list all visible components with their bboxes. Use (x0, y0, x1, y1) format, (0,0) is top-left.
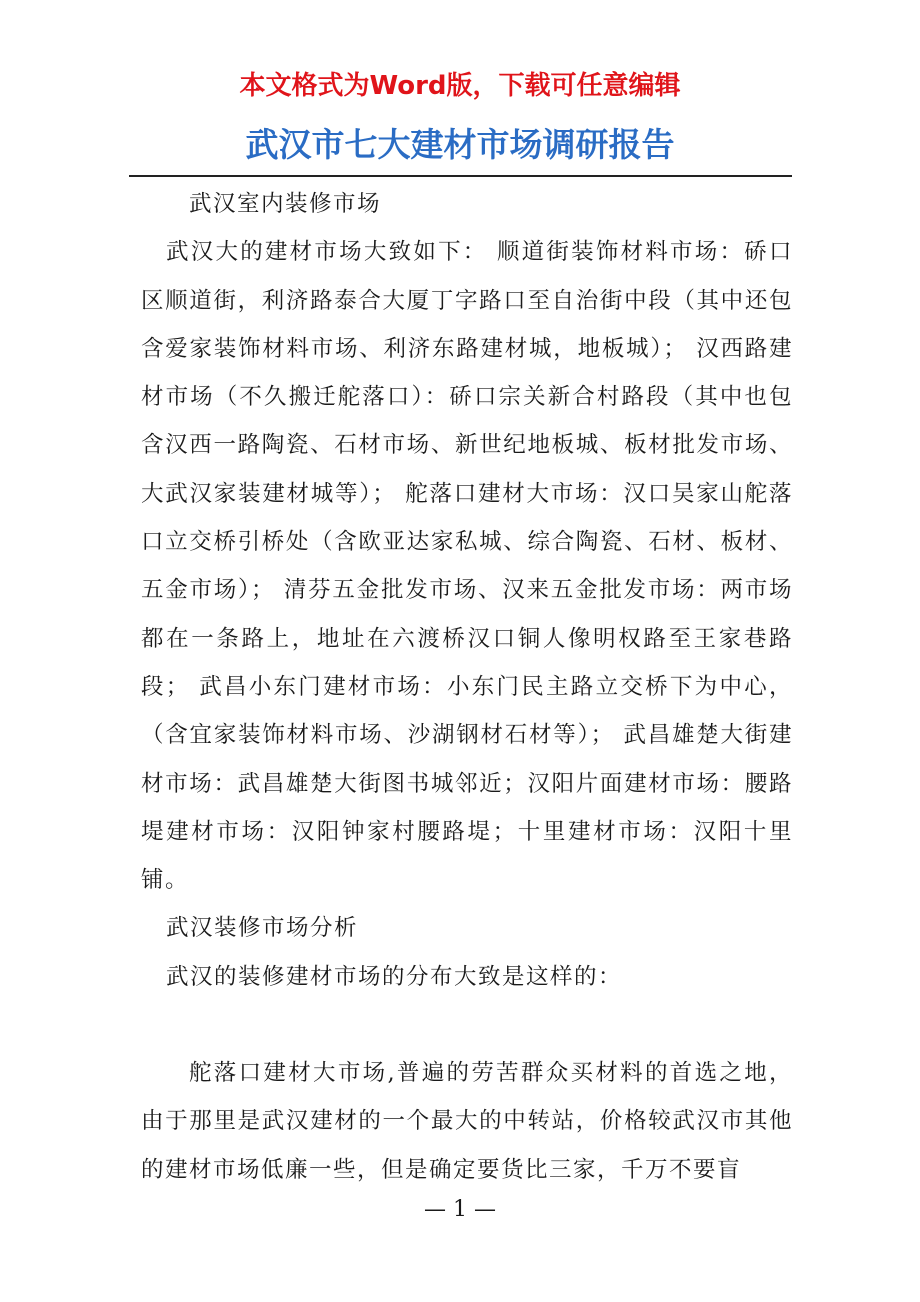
page-number: — 1 — (424, 1197, 496, 1222)
duoluokou-market-paragraph: 舵落口建材大市场,普遍的劳苦群众买材料的首选之地，由于那里是武汉建材的一个最大的中转站，价格较武汉市其他的建材市场低廉一些，但是确定要货比三家，千万不要盲 (141, 1060, 793, 1183)
paragraph-spacer (141, 1001, 793, 1049)
format-banner: 本文格式为Word版，下载可任意编辑 (239, 71, 681, 101)
title-divider (129, 175, 792, 177)
distribution-intro-line: 武汉的装修建材市场的分布大致是这样的： (166, 963, 623, 990)
document-title: 武汉市七大建材市场调研报告 (245, 125, 675, 164)
section-heading-interior-market: 武汉室内装修市场 (189, 191, 382, 217)
market-list-paragraph: 武汉大的建材市场大致如下： 顺道街装饰材料市场：硚口区顺道街，利济路泰合大厦丁字路口至自治街中段（其中还包含爱家装饰材料市场、利济东路建材城，地板城）； 汉西路建材市场（不久搬迁舵落口）：硚口宗关新合村路段（其中也包含汉西一路陶瓷、石材市场、新世纪地板城、板材批发市场、大武汉家装建材城等）； 舵落口建材大市场：汉口吴家山舵落口立交桥引桥处（含欧亚达家私城、综合陶瓷、石材、板材、五金市场）； 清芬五金批发市场、汉来五金批发市场：两市场都在一条路上，地址在六渡桥汉口铜人像明权路至王家巷路段； 武昌小东门建材市场：小东门民主路立交桥下为中心，（含宜家装饰材料市场、沙湖钢材石材等）； 武昌雄楚大街建材市场：武昌雄楚大街图书城邻近；汉阳片面建材市场：腰路堤建材市场：汉阳钟家村腰路堤；十里建材市场：汉阳十里铺。 (141, 239, 793, 894)
document-body (141, 180, 793, 1194)
section-heading-market-analysis: 武汉装修市场分析 (166, 915, 359, 942)
